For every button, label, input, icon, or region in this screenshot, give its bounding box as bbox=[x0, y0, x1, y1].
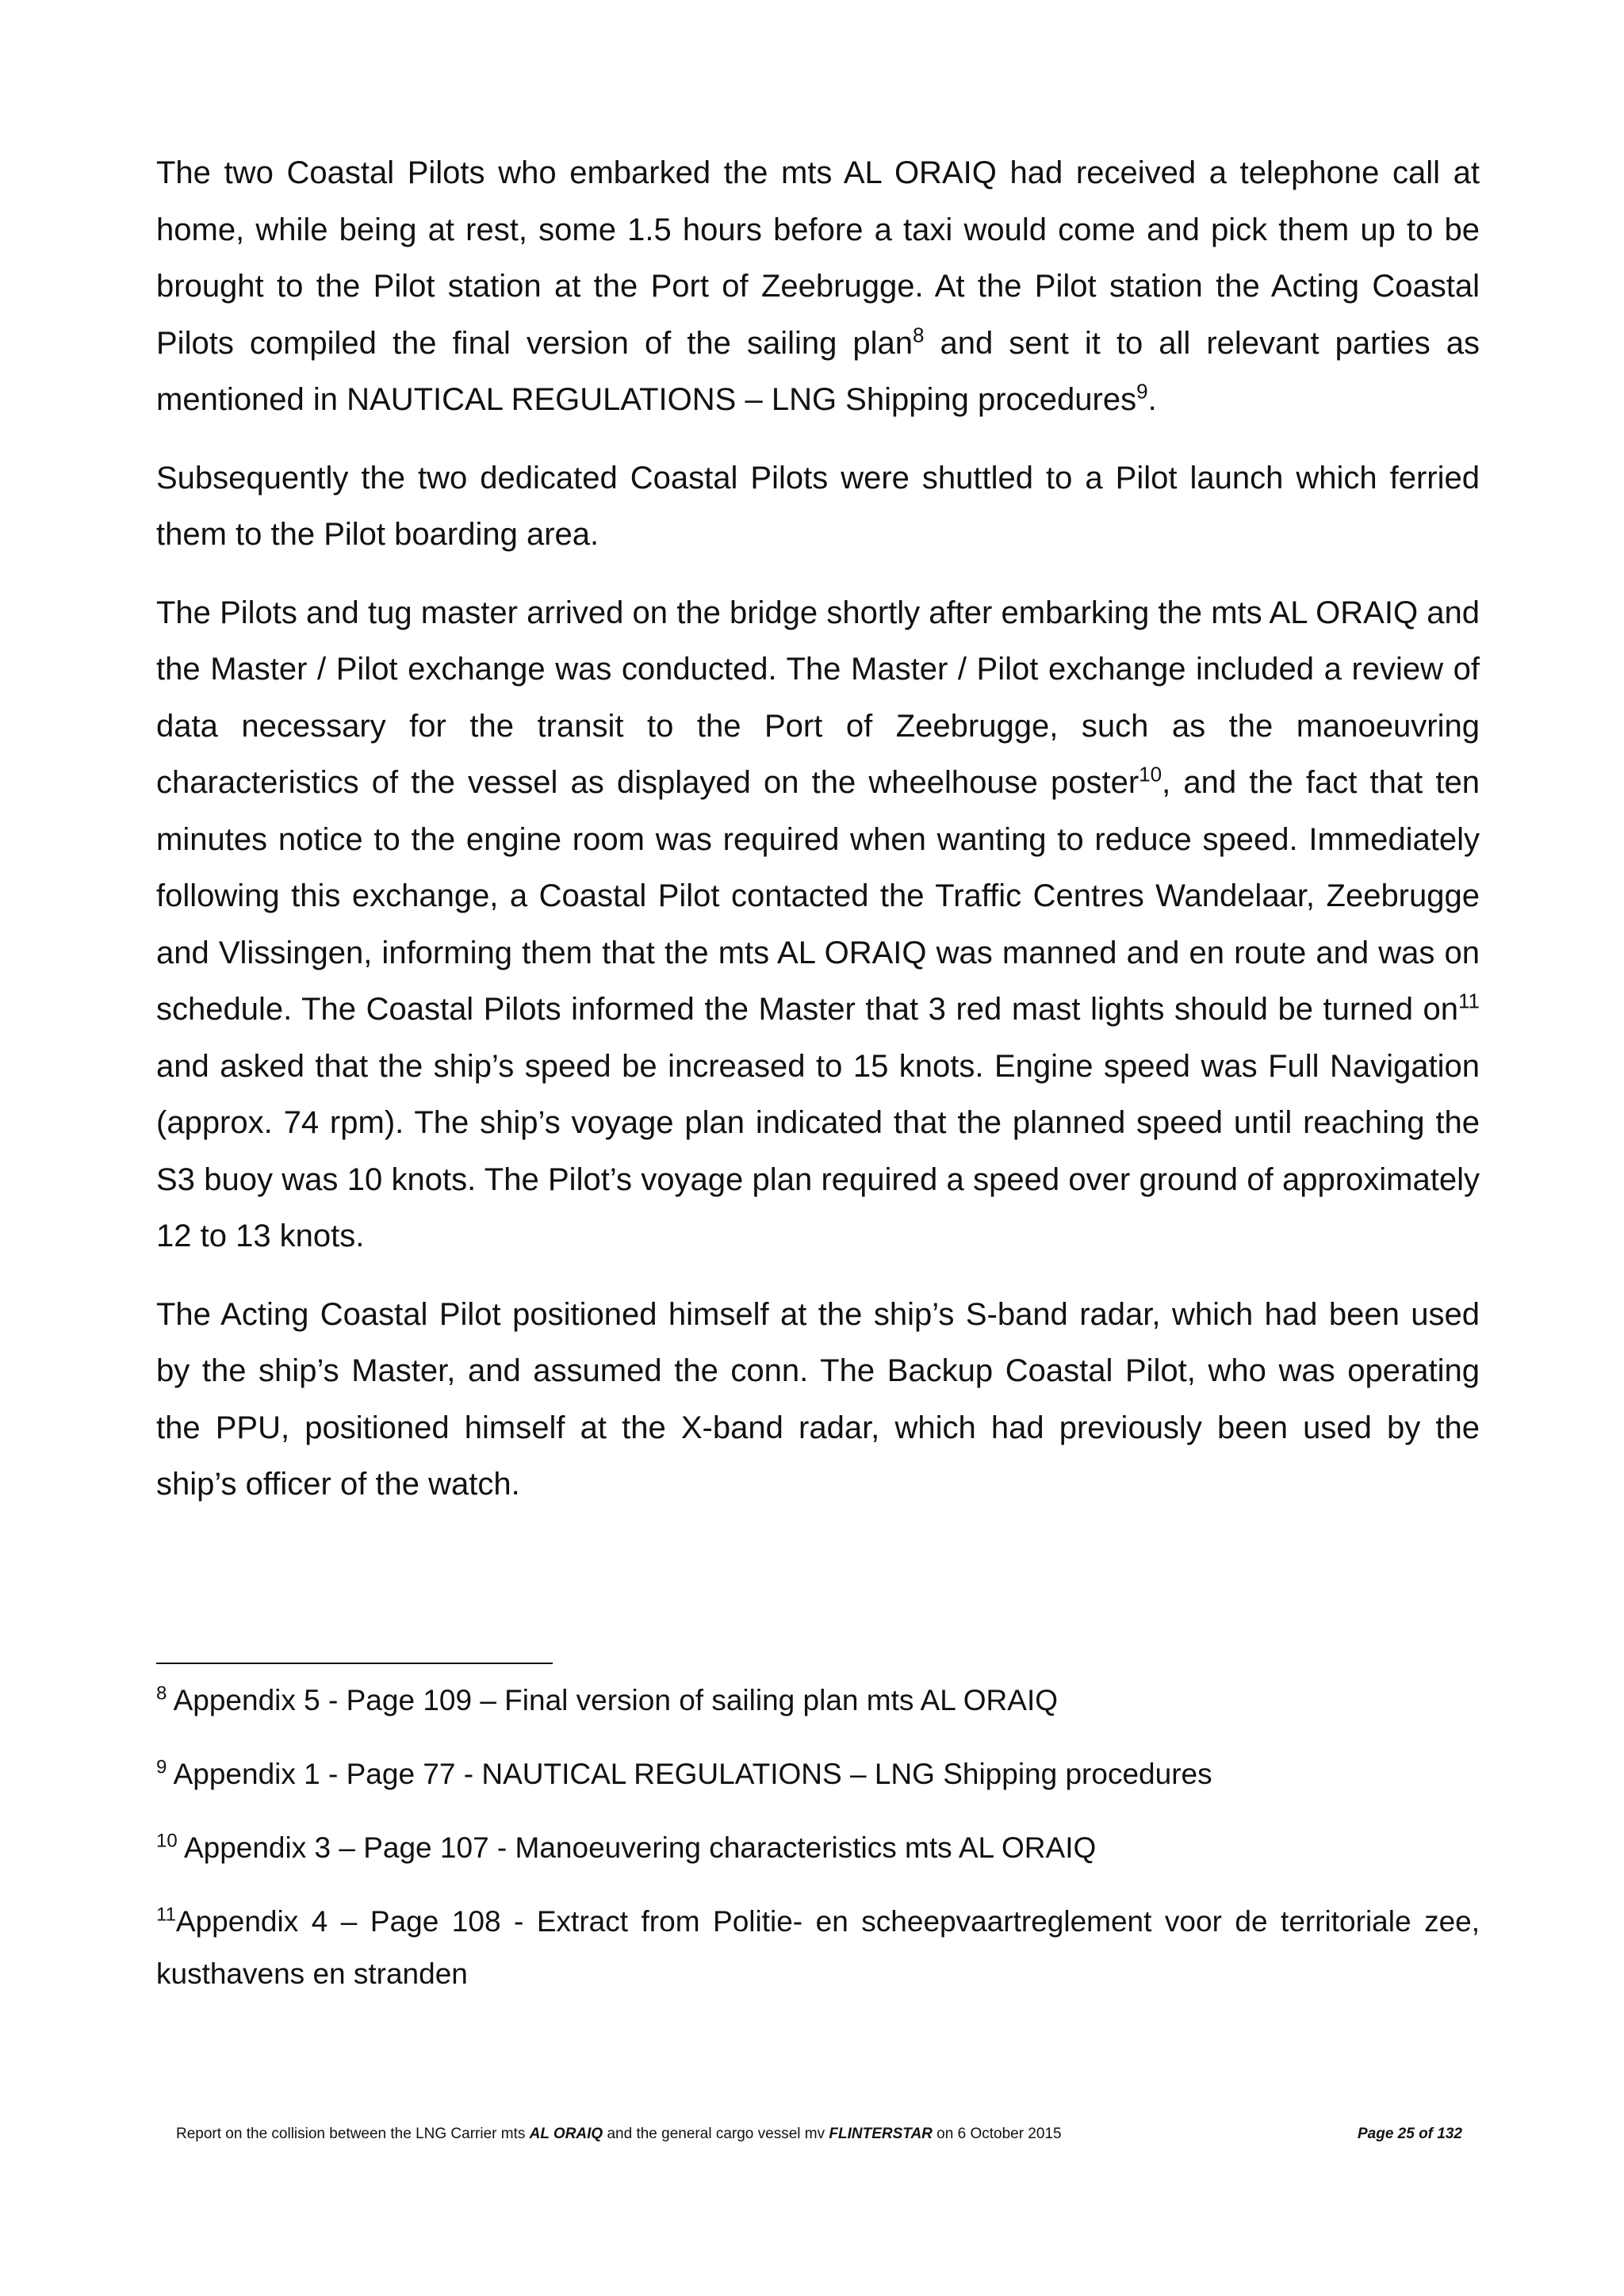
footnote-10 bbox=[156, 1822, 1480, 1874]
paragraph-1-text-b: and sent it to all relevant parties as mentioned in NAUTICAL REGULATIONS – LNG Shipping procedures bbox=[156, 325, 1480, 417]
footnote-separator bbox=[156, 1663, 553, 1664]
footnote-number: 11 bbox=[156, 1904, 176, 1926]
paragraph-3-text-a: The Pilots and tug master arrived on the bridge shortly after embarking the mts AL ORAIQ and the Master / Pilot exchange was conducted. The Master / Pilot exchange included a review of data necessary for the transit to the Port of Zeebrugge, such as the manoeuvring characteristics of the vessel as displayed on the wheelhouse poster bbox=[156, 595, 1480, 800]
footer-text-b: and the general cargo vessel mv bbox=[603, 2126, 829, 2142]
footer-vessel-2: FLINTERSTAR bbox=[829, 2126, 933, 2142]
footnote-ref-9: 9 bbox=[1136, 379, 1148, 404]
footnote-text: Appendix 1 - Page 77 - NAUTICAL REGULATIONS – LNG Shipping procedures bbox=[167, 1758, 1212, 1790]
body-text bbox=[156, 145, 1480, 1535]
paragraph-1 bbox=[156, 145, 1480, 429]
page-number: Page 25 of 132 bbox=[1357, 2126, 1462, 2142]
footer-text-a: Report on the collision between the LNG Carrier mts bbox=[176, 2126, 530, 2142]
footnote-ref-8: 8 bbox=[913, 323, 925, 347]
footer-vessel-1: AL ORAIQ bbox=[529, 2126, 603, 2142]
paragraph-3-text-c: and asked that the ship’s speed be increased to 15 knots. Engine speed was Full Navigation (approx. 74 rpm). The ship’s voyage plan indicated that the planned speed until reaching the S3 buoy was 10 knots. The Pilot’s voyage plan required a speed over ground of approximately 12 to 13 knots. bbox=[156, 1048, 1480, 1253]
footnote-9 bbox=[156, 1748, 1480, 1800]
paragraph-3-text-b: , and the fact that ten minutes notice to the engine room was required when wanting to reduce speed. Immediately following this exchange, a Coastal Pilot contacted the Traffic Centres Wandelaar, Zeebrugge and Vlissingen, informing them that the mts AL ORAIQ was manned and en route and was on schedule. The Coastal Pilots informed the Master that 3 red mast lights should be turned on bbox=[156, 765, 1480, 1027]
footnote-number: 8 bbox=[156, 1682, 167, 1705]
footnote-number: 10 bbox=[156, 1830, 178, 1852]
footnote-text: Appendix 4 – Page 108 - Extract from Politie- en scheepvaartreglement voor de territoriale zee, kusthavens en stranden bbox=[156, 1905, 1480, 1990]
footnote-8 bbox=[156, 1674, 1480, 1727]
footnotes bbox=[156, 1674, 1480, 2022]
footer-report-title bbox=[176, 2124, 1062, 2145]
paragraph-4: The Acting Coastal Pilot positioned himself at the ship’s S-band radar, which had been used by the ship’s Master, and assumed the conn. The Backup Coastal Pilot, who was operating the PPU, positioned himself at the X-band radar, which had previously been used by the ship’s officer of the watch. bbox=[156, 1296, 1480, 1502]
footnote-11 bbox=[156, 1896, 1480, 2000]
paragraph-2: Subsequently the two dedicated Coastal Pilots were shuttled to a Pilot launch which ferried them to the Pilot boarding area. bbox=[156, 460, 1480, 552]
paragraph-1-text-a: The two Coastal Pilots who embarked the mts AL ORAIQ had received a telephone call at home, while being at rest, some 1.5 hours before a taxi would come and pick them up to be brought to the Pilot station at the Port of Zeebrugge. At the Pilot station the Acting Coastal Pilots compiled the final version of the sailing plan bbox=[156, 155, 1480, 361]
footnote-number: 9 bbox=[156, 1756, 167, 1778]
footnote-text: Appendix 5 - Page 109 – Final version of sailing plan mts AL ORAIQ bbox=[167, 1684, 1058, 1716]
paragraph-3 bbox=[156, 585, 1480, 1265]
footnote-ref-10: 10 bbox=[1139, 762, 1162, 786]
paragraph-1-text-c: . bbox=[1147, 382, 1157, 417]
footnote-ref-11: 11 bbox=[1458, 989, 1480, 1013]
footnote-text: Appendix 3 – Page 107 - Manoeuvering characteristics mts AL ORAIQ bbox=[177, 1831, 1097, 1864]
footer-text-c: on 6 October 2015 bbox=[932, 2126, 1062, 2142]
